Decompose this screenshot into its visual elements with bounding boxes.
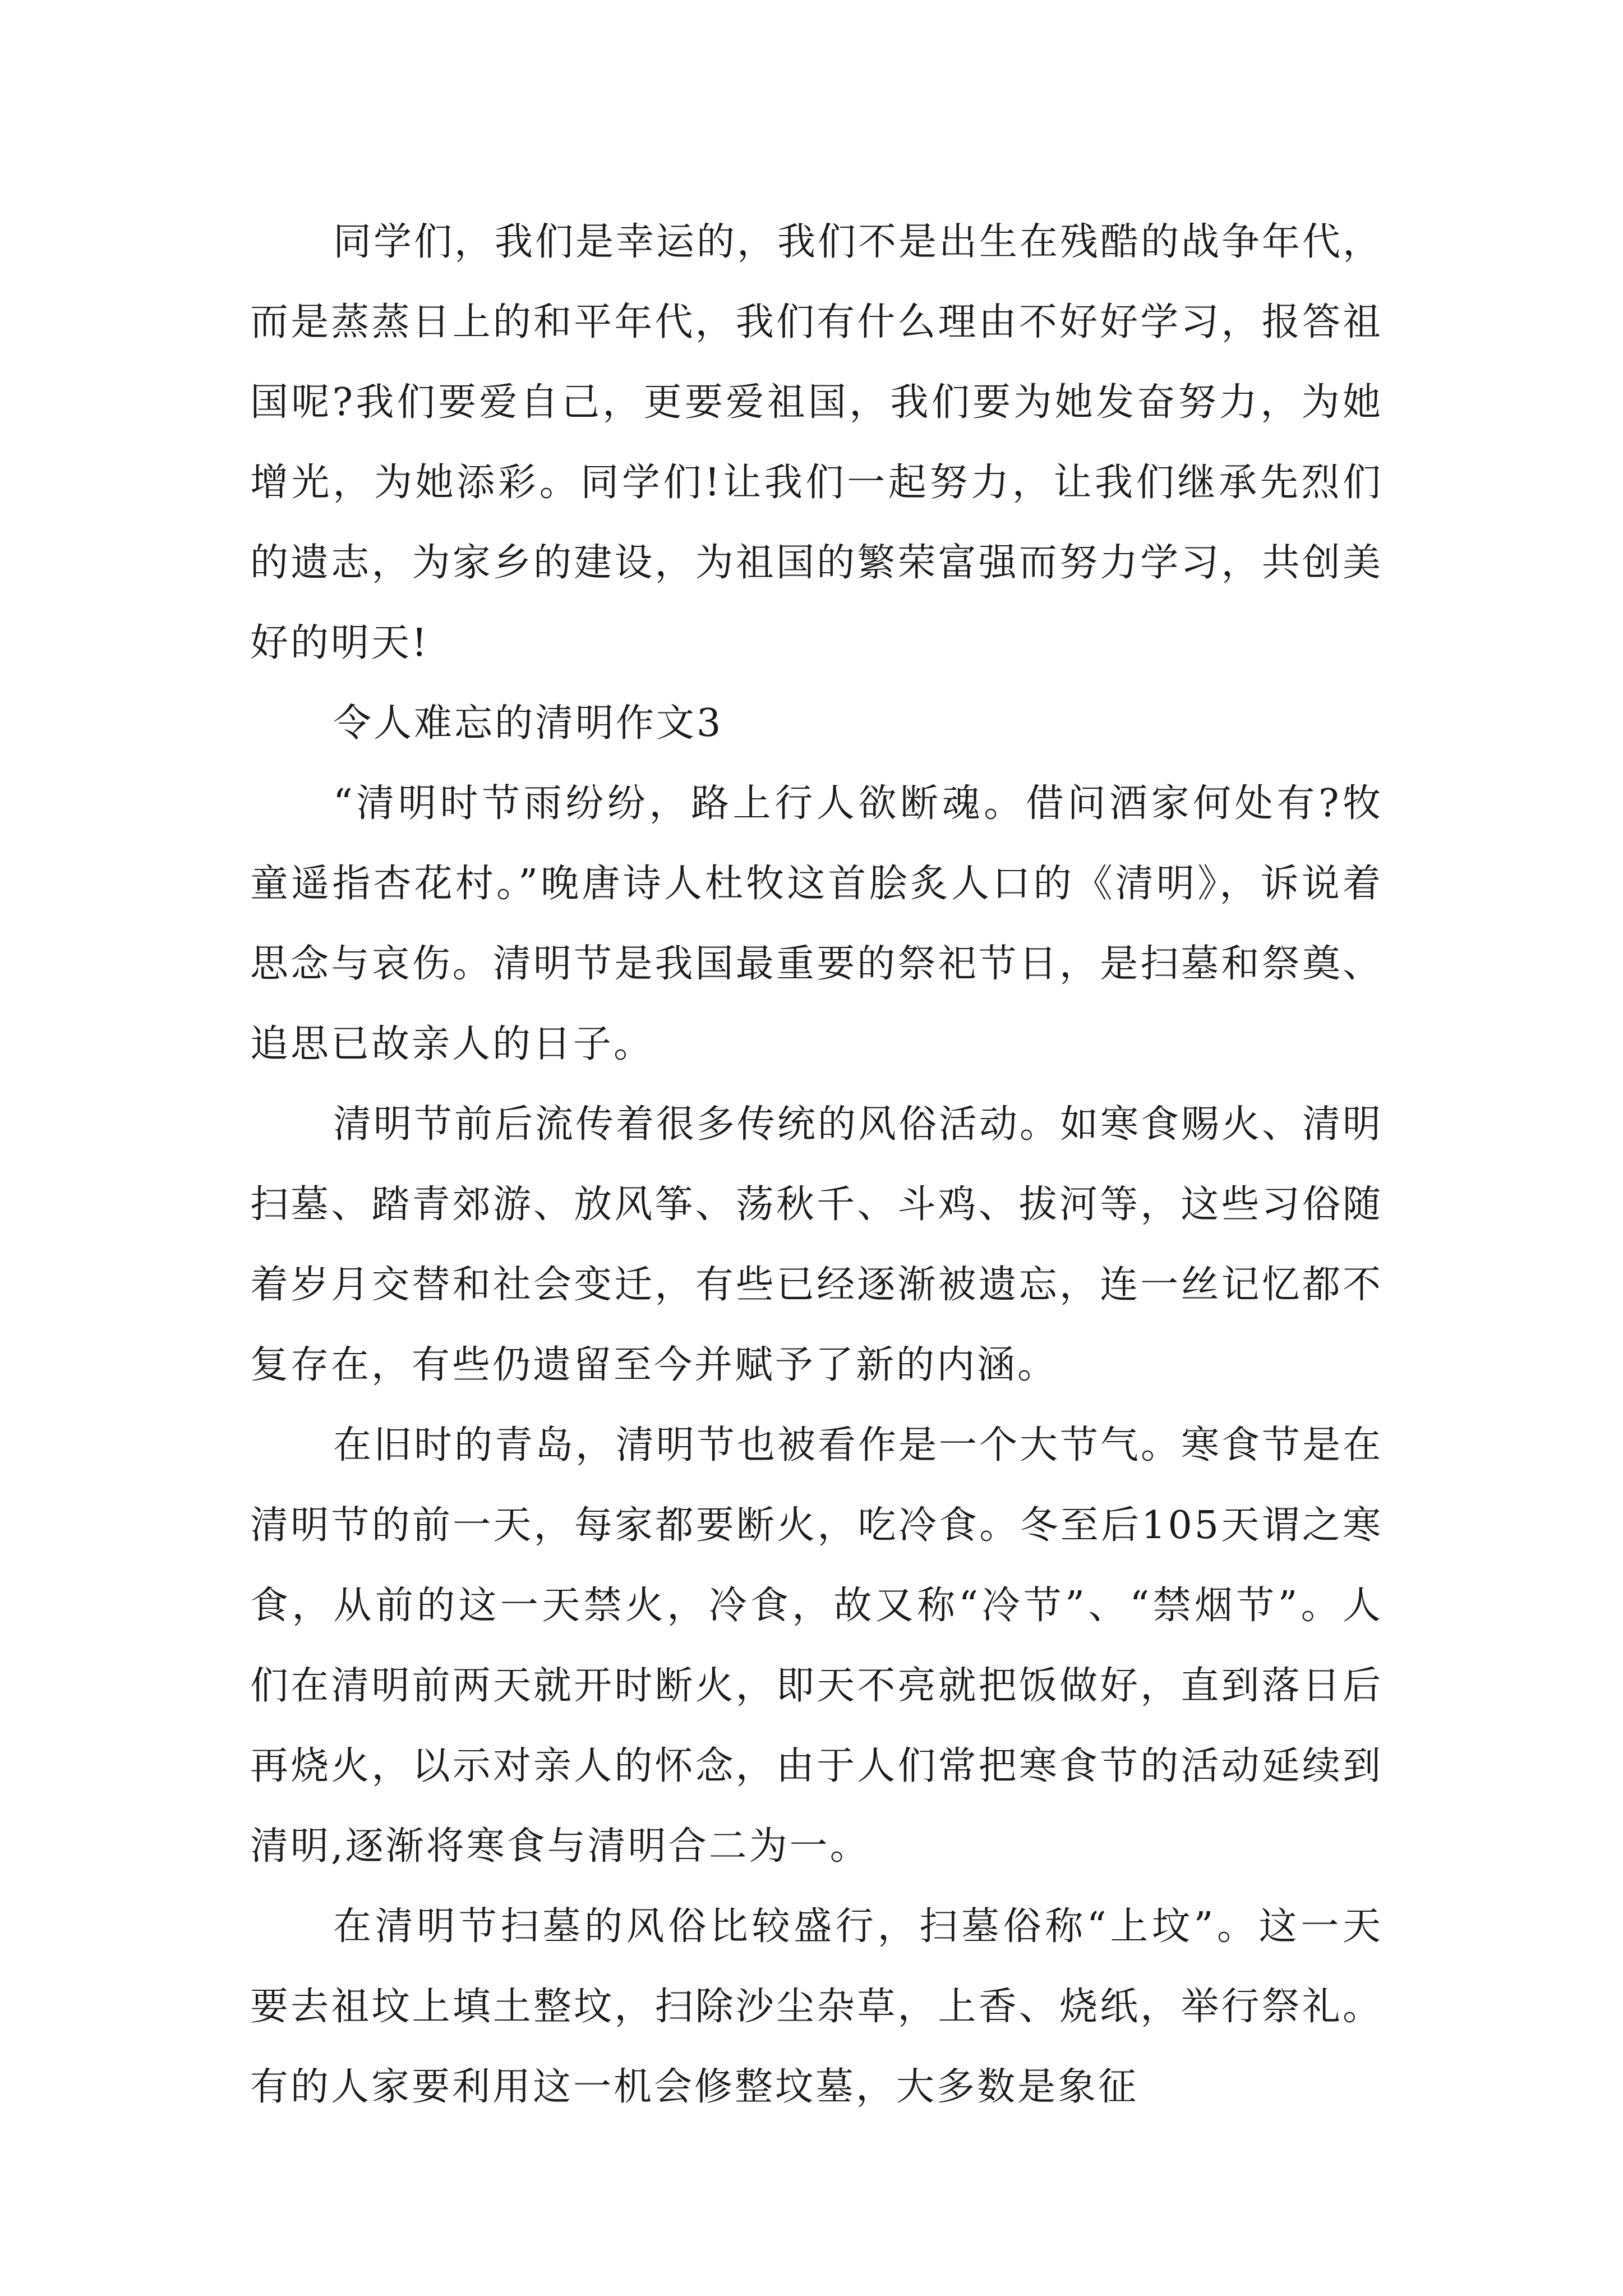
- document-body: [250, 202, 1383, 2127]
- paragraph-closing-speech: 同学们，我们是幸运的，我们不是出生在残酷的战争年代，而是蒸蒸日上的和平年代，我们有什么理由不好好学习，报答祖国呢?我们要爱自己，更要爱祖国，我们要为她发奋努力，为她增光，为她添彩。同学们!让我们一起努力，让我们继承先烈们的遗志，为家乡的建设，为祖国的繁荣富强而努力学习，共创美好的明天!: [250, 220, 1384, 665]
- paragraph-tomb-sweeping: 在清明节扫墓的风俗比较盛行，扫墓俗称“上坟”。这一天要去祖坟上填土整坟，扫除沙尘杂草，上香、烧纸，举行祭礼。有的人家要利用这一机会修整坟墓，大多数是象征: [250, 1904, 1383, 2109]
- paragraph-qingdao-hanshi: 在旧时的青岛，清明节也被看作是一个大节气。寒食节是在清明节的前一天，每家都要断火，吃冷食。冬至后105天谓之寒食，从前的这一天禁火，冷食，故又称“冷节”、“禁烟节”。人们在清明前两天就开时断火，即天不亮就把饭做好，直到落日后再烧火，以示对亲人的怀念，由于人们常把寒食节的活动延续到清明,逐渐将寒食与清明合二为一。: [250, 1423, 1384, 1869]
- paragraph-poem-intro: “清明时节雨纷纷，路上行人欲断魂。借问酒家何处有?牧童遥指杏花村。”晚唐诗人杜牧这首脍炙人口的《清明》，诉说着思念与哀伤。清明节是我国最重要的祭祀节日，是扫墓和祭奠、追思已故亲人的日子。: [250, 781, 1383, 1066]
- section-heading: 令人难忘的清明作文3: [333, 701, 723, 746]
- paragraph-customs: 清明节前后流传着很多传统的风俗活动。如寒食赐火、清明扫墓、踏青郊游、放风筝、荡秋千、斗鸡、拔河等，这些习俗随着岁月交替和社会变迁，有些已经逐渐被遗忘，连一丝记忆都不复存在，有些仍遗留至今并赋予了新的内涵。: [250, 1102, 1384, 1387]
